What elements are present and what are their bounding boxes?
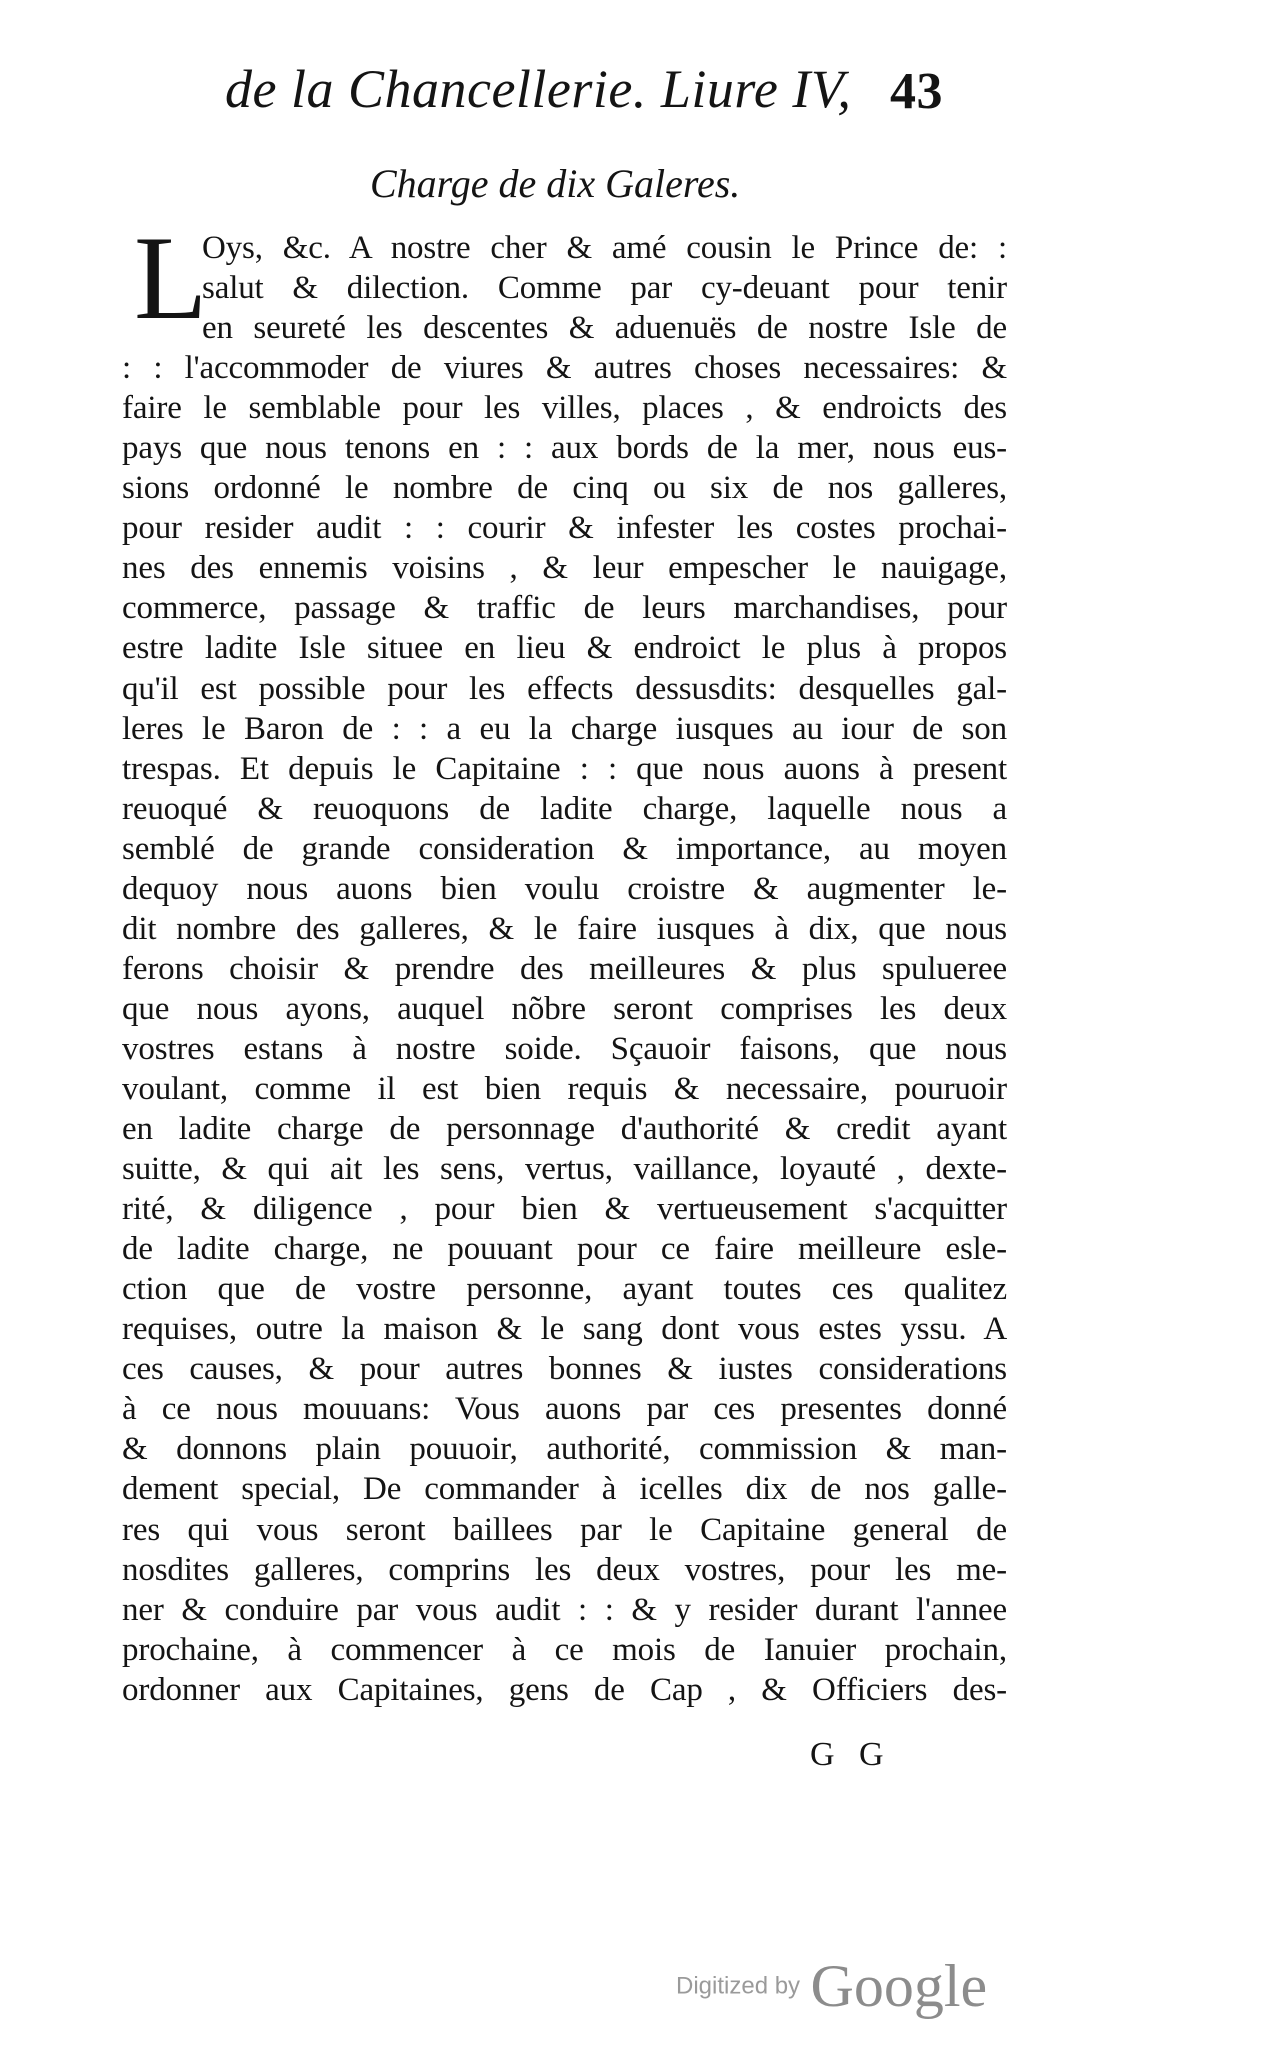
text-line: ction que de vostre personne, ayant toutes ces qualitez (122, 1271, 1007, 1308)
text-line: de ladite charge, ne pouuant pour ce faire meilleure esle- (122, 1231, 1007, 1268)
text-line: prochaine, à commencer à ce mois de Ianuier prochain, (122, 1631, 1007, 1668)
text-line: ferons choisir & prendre des meilleures & plus spulueree (122, 950, 1007, 987)
text-line: reuoqué & reuoquons de ladite charge, laquelle nous a (122, 790, 1007, 827)
text-line: commerce, passage & traffic de leurs marchandises, pour (122, 590, 1007, 627)
text-line: : : l'accommoder de viures & autres choses necessaires: & (122, 350, 1007, 387)
text-line: trespas. Et depuis le Capitaine : : que nous auons à present (122, 750, 1007, 787)
text-line: nosdites galleres, comprins les deux vostres, pour les me- (122, 1551, 1007, 1588)
running-header (225, 58, 1025, 138)
text-line: ces causes, & pour autres bonnes & iustes considerations (122, 1351, 1007, 1388)
section-title: Charge de dix Galeres. (370, 161, 741, 206)
text-line: à ce nous mouuans: Vous auons par ces presentes donné (122, 1391, 1007, 1428)
text-line: dement special, De commander à icelles dix de nos galle- (122, 1471, 1007, 1508)
text-line: pour resider audit : : courir & infester les costes prochai- (122, 510, 1007, 547)
text-line: dequoy nous auons bien voulu croistre & augmenter le- (122, 870, 1007, 907)
text-line: vostres estans à nostre soide. Sçauoir faisons, que nous (122, 1030, 1007, 1067)
text-line: estre ladite Isle situee en lieu & endroict le plus à propos (122, 630, 1007, 667)
page-number: 43 (890, 63, 943, 120)
text-line: nes des ennemis voisins , & leur empescher le nauigage, (122, 550, 1007, 587)
text-line: qu'il est possible pour les effects dessusdits: desquelles gal- (122, 670, 1007, 707)
text-line: semblé de grande consideration & importance, au moyen (122, 830, 1007, 867)
watermark-prefix: Digitized by (676, 1972, 801, 2000)
text-line: faire le semblable pour les villes, places , & endroicts des (122, 390, 1007, 427)
text-line: rité, & diligence , pour bien & vertueusement s'acquitter (122, 1191, 1007, 1228)
text-line: que nous ayons, auquel nõbre seront comprises les deux (122, 990, 1007, 1027)
body-text (122, 211, 1007, 1710)
signature-mark: G G (810, 1736, 892, 1773)
text-line: suitte, & qui ait les sens, vertus, vaillance, loyauté , dexte- (122, 1151, 1007, 1188)
text-line: res qui vous seront baillees par le Capitaine general de (122, 1511, 1007, 1548)
text-line: pays que nous tenons en : : aux bords de la mer, nous eus- (122, 430, 1007, 467)
running-title: de la Chancellerie. Liure IV, (225, 59, 852, 119)
digitized-watermark (676, 1952, 987, 2022)
google-logo: Google (810, 1953, 988, 2019)
text-line: ner & conduire par vous audit : : & y resider durant l'annee (122, 1591, 1007, 1628)
text-line: salut & dilection. Comme par cy-deuant pour tenir (202, 270, 1007, 307)
drop-cap: L (134, 211, 208, 344)
text-line: sions ordonné le nombre de cinq ou six de nos galleres, (122, 470, 1007, 507)
text-line: en ladite charge de personnage d'authorité & credit ayant (122, 1111, 1007, 1148)
text-line: & donnons plain pouuoir, authorité, commission & man- (122, 1431, 1007, 1468)
text-line: Oys, &c. A nostre cher & amé cousin le Prince de: : (202, 230, 1007, 266)
text-line: en seureté les descentes & aduenuës de nostre Isle de (202, 310, 1007, 347)
text-line: requises, outre la maison & le sang dont vous estes yssu. A (122, 1311, 1007, 1348)
text-line: voulant, comme il est bien requis & necessaire, pouruoir (122, 1070, 1007, 1107)
text-line: ordonner aux Capitaines, gens de Cap , & Officiers des- (122, 1671, 1007, 1708)
text-line: leres le Baron de : : a eu la charge iusques au iour de son (122, 710, 1007, 747)
text-line: dit nombre des galleres, & le faire iusques à dix, que nous (122, 910, 1007, 947)
